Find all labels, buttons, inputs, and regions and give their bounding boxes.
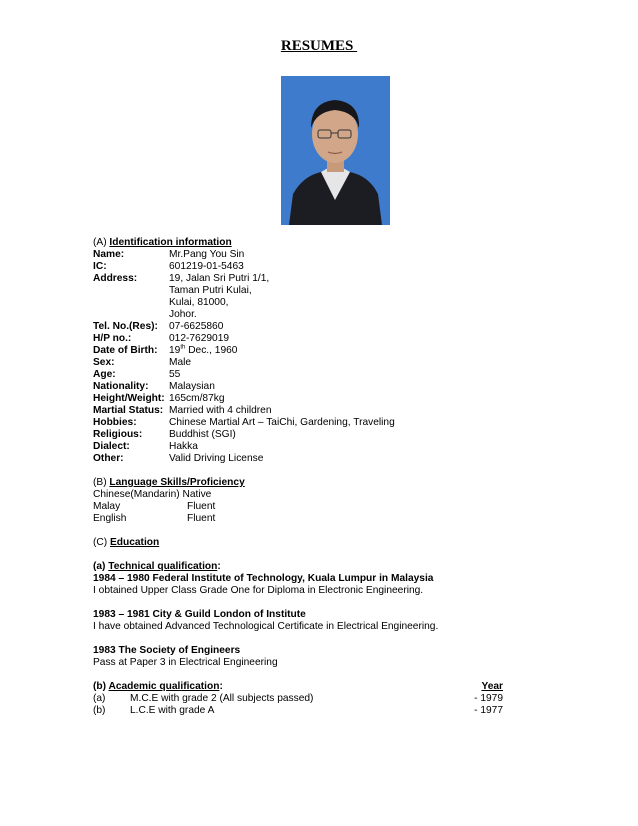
- section-heading-education: (C) Education: [93, 537, 160, 548]
- field-label: Other:: [93, 453, 124, 464]
- field-value: 19th Dec., 1960: [169, 344, 238, 356]
- qualification-detail: I obtained Upper Class Grade One for Diploma in Electronic Engineering.: [93, 585, 424, 596]
- field-value: Hakka: [169, 441, 198, 452]
- field-label: Date of Birth:: [93, 345, 158, 356]
- field-value: Male: [169, 357, 192, 368]
- field-row: [93, 285, 503, 297]
- identification-heading: Identification information: [109, 237, 232, 248]
- field-row: [93, 393, 503, 405]
- field-value: 165cm/87kg: [169, 393, 225, 404]
- field-row: [93, 309, 503, 321]
- field-label: Religious:: [93, 429, 143, 440]
- field-value: 012-7629019: [169, 333, 230, 344]
- field-value: Buddhist (SGI): [169, 429, 236, 440]
- field-value: Married with 4 children: [169, 405, 272, 416]
- qualification-title: 1983 The Society of Engineers: [93, 645, 241, 656]
- language-row: Chinese(Mandarin) Native: [93, 489, 212, 500]
- field-label: Address:: [93, 273, 138, 284]
- field-label: Dialect:: [93, 441, 130, 452]
- field-value: Malaysian: [169, 381, 215, 392]
- academic-row: (b) L.C.E with grade A - 1977: [93, 705, 503, 716]
- language-heading: Language Skills/Proficiency: [109, 477, 245, 488]
- field-value: Chinese Martial Art – TaiChi, Gardening, Traveling: [169, 417, 395, 428]
- field-label: H/P no.:: [93, 333, 132, 344]
- field-row: [93, 405, 503, 417]
- qualification-detail: I have obtained Advanced Technological Certificate in Electrical Engineering.: [93, 621, 439, 632]
- field-label: IC:: [93, 261, 107, 272]
- field-row: [93, 273, 503, 285]
- field-label: Age:: [93, 369, 116, 380]
- field-row: [93, 453, 503, 465]
- field-value: 07-6625860: [169, 321, 224, 332]
- field-row: [93, 321, 503, 333]
- qualification-title: 1984 – 1980 Federal Institute of Technology, Kuala Lumpur in Malaysia: [93, 573, 434, 584]
- field-row: [93, 441, 503, 453]
- field-value: Kulai, 81000,: [169, 297, 229, 308]
- field-value: Valid Driving License: [169, 453, 264, 464]
- language-row: Malay Fluent: [93, 501, 216, 512]
- field-value: Mr.Pang You Sin: [169, 249, 245, 260]
- field-row: [93, 369, 503, 381]
- portrait-image: [281, 76, 390, 225]
- section-heading-language: (B) Language Skills/Proficiency: [93, 477, 245, 488]
- field-row: [93, 333, 503, 345]
- field-label: Height/Weight:: [93, 393, 165, 404]
- academic-row: (a) M.C.E with grade 2 (All subjects passed) - 1979: [93, 693, 503, 704]
- field-row: [93, 297, 503, 309]
- field-value: 19, Jalan Sri Putri 1/1,: [169, 273, 270, 284]
- field-label: Tel. No.(Res):: [93, 321, 158, 332]
- field-value: Johor.: [169, 309, 197, 320]
- language-row: English Fluent: [93, 513, 216, 524]
- academic-qualification-heading: (b) Academic qualification: Year: [93, 681, 503, 692]
- field-row: [93, 429, 503, 441]
- field-row: [93, 249, 503, 261]
- page-title: RESUMES: [280, 38, 358, 54]
- technical-qualification-heading: (a) Technical qualification:: [93, 561, 221, 572]
- year-heading: Year: [481, 681, 503, 692]
- qualification-detail: Pass at Paper 3 in Electrical Engineering: [93, 657, 278, 668]
- field-value: 55: [169, 369, 181, 380]
- profile-photo: [281, 76, 390, 225]
- field-label: Martial Status:: [93, 405, 164, 416]
- field-label: Nationality:: [93, 381, 149, 392]
- field-row: [93, 261, 503, 273]
- resume-content: [93, 237, 503, 717]
- field-row: [93, 417, 503, 429]
- field-label: Hobbies:: [93, 417, 137, 428]
- field-label: Name:: [93, 249, 125, 260]
- qualification-title: 1983 – 1981 City & Guild London of Institute: [93, 609, 306, 620]
- field-row: [93, 381, 503, 393]
- field-value: Taman Putri Kulai,: [169, 285, 252, 296]
- field-row: [93, 357, 503, 369]
- field-label: Sex:: [93, 357, 115, 368]
- section-heading-identification: (A) Identification information: [93, 237, 232, 248]
- field-value: 601219-01-5463: [169, 261, 244, 272]
- education-heading: Education: [109, 537, 160, 548]
- field-row-dob: [93, 345, 503, 357]
